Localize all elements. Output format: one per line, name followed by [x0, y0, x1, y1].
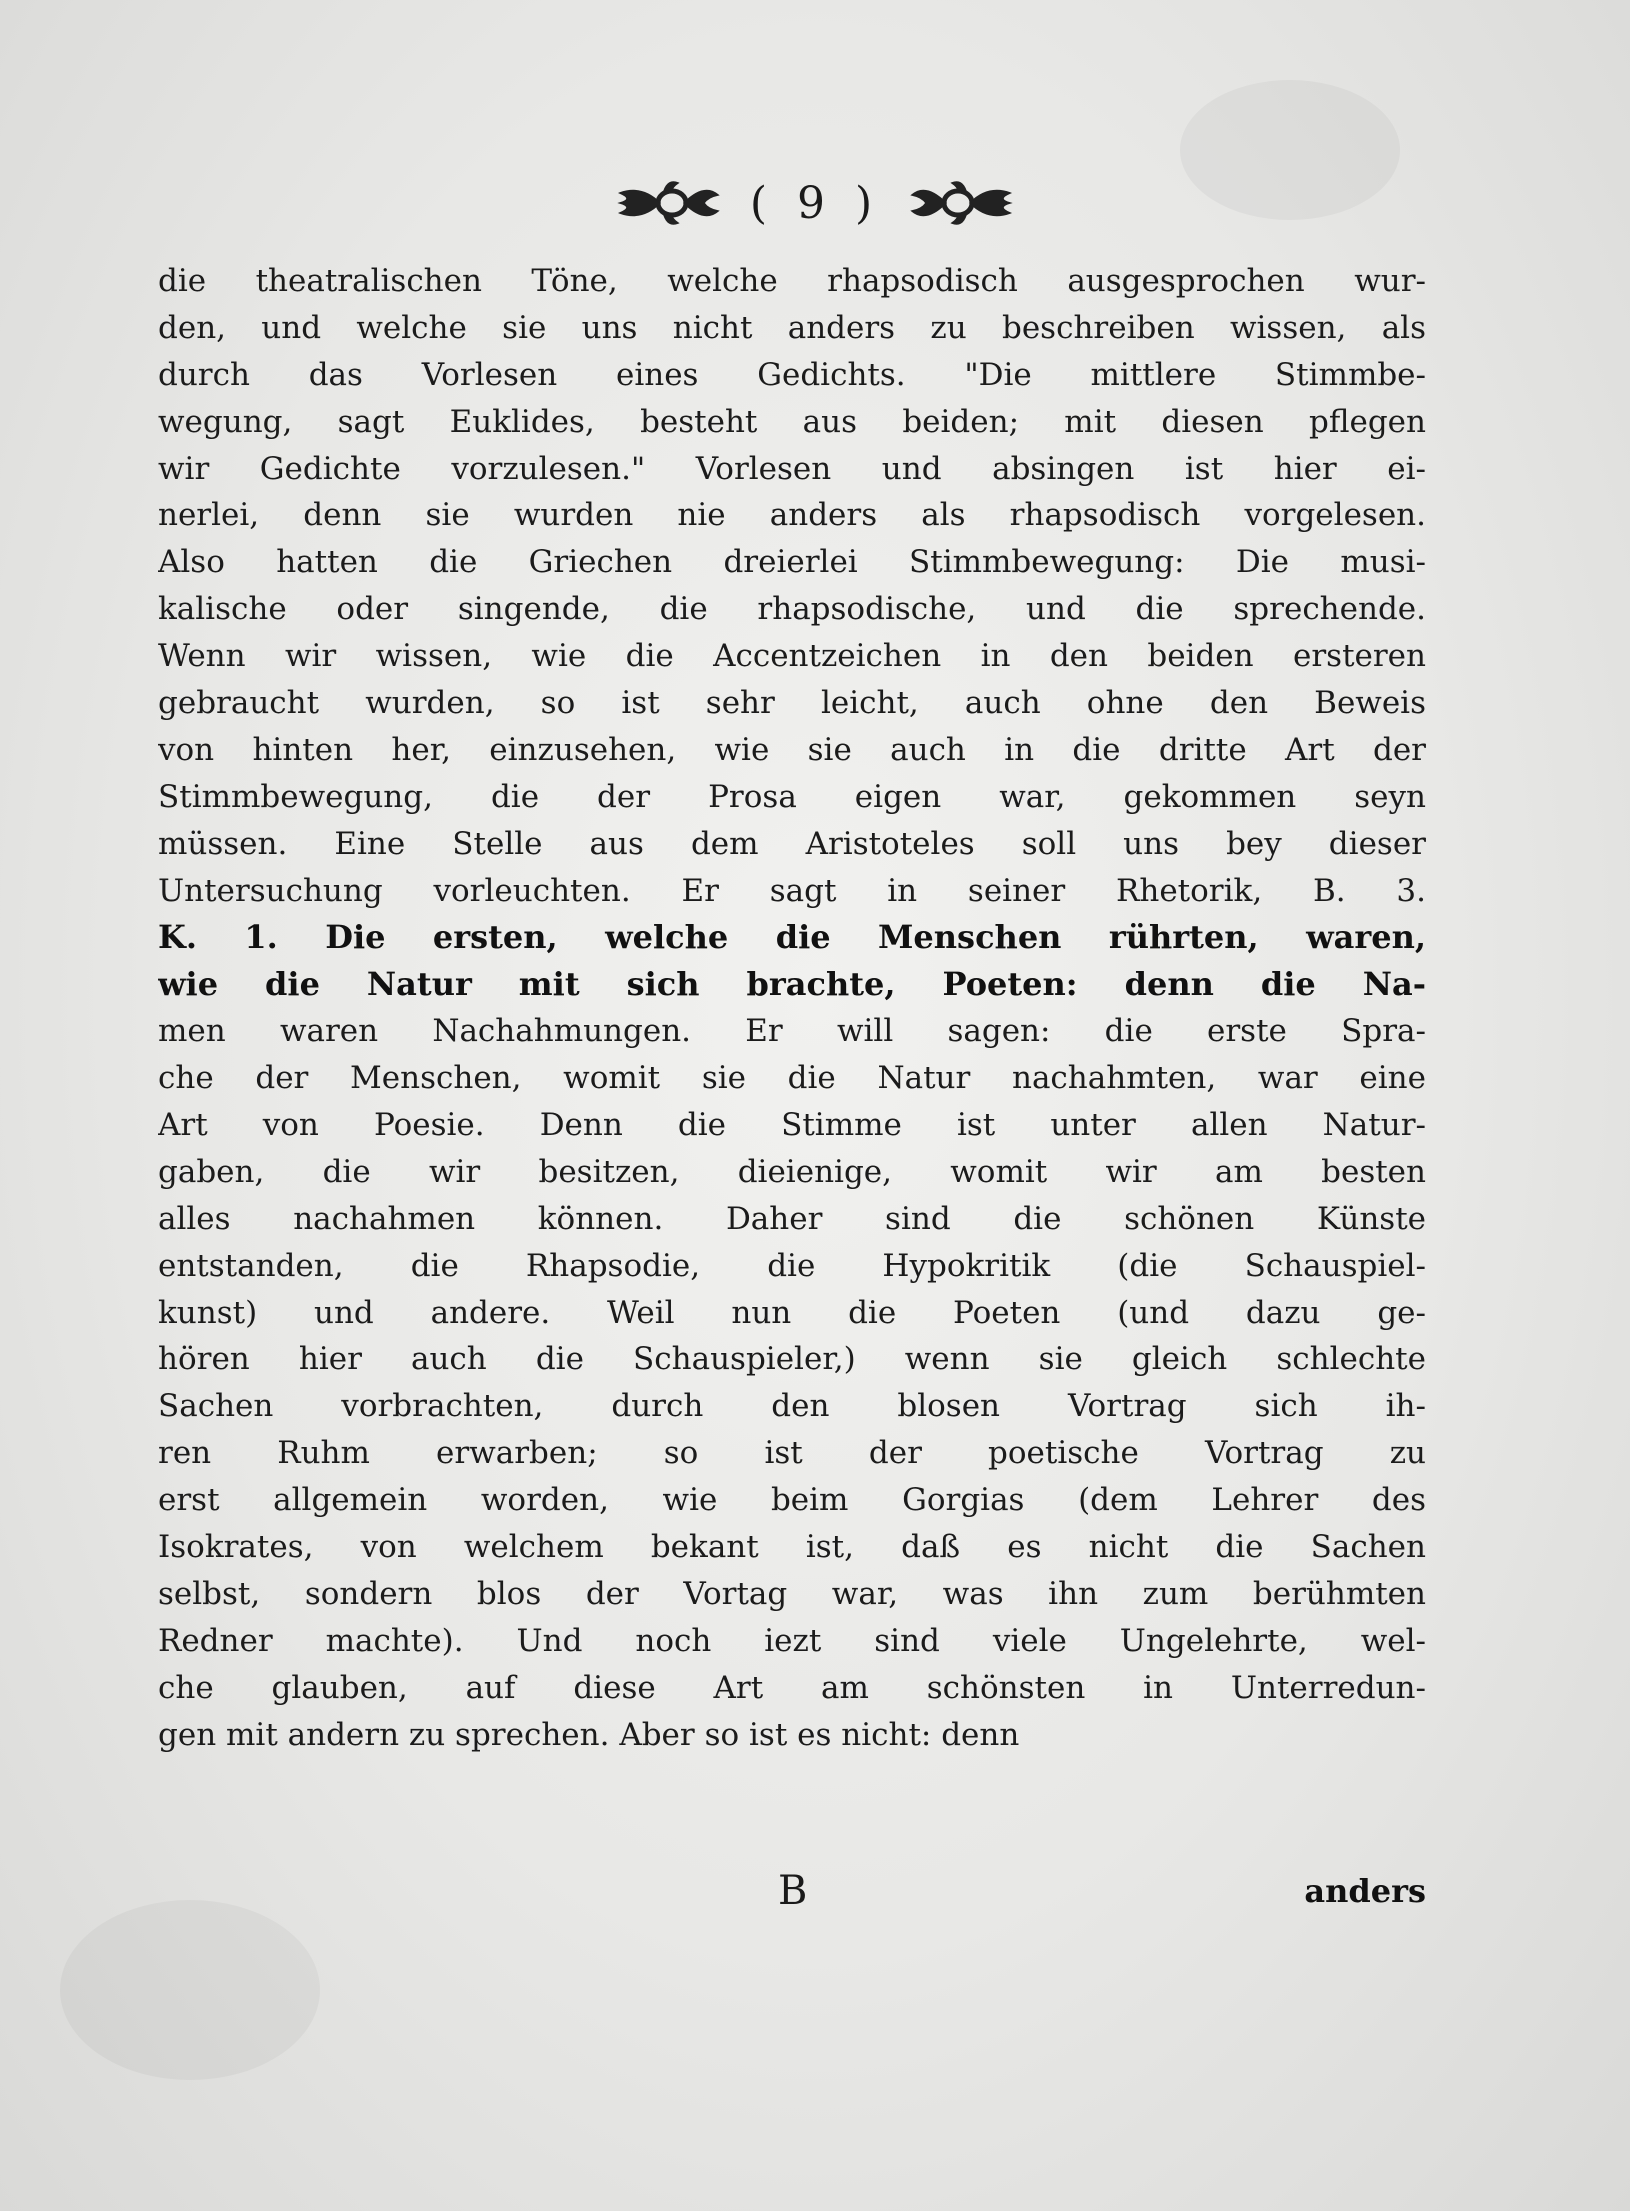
text-line: entstanden, die Rhapsodie, die Hypokritik (die Schauspiel- — [158, 1247, 1426, 1284]
text-line: Isokrates, von welchem bekant ist, daß es nicht die Sachen — [158, 1529, 1426, 1566]
text-line: gen mit andern zu sprechen. Aber so ist es nicht: denn — [158, 1716, 1020, 1753]
page-header — [0, 168, 1630, 238]
catchword: anders — [1304, 1872, 1426, 1910]
text-line: Also hatten die Griechen dreierlei Stimmbewegung: Die musi- — [158, 544, 1426, 581]
text-line: che der Menschen, womit sie die Natur nachahmten, war eine — [158, 1060, 1426, 1097]
page-footer — [158, 1868, 1426, 1918]
text-line: Redner machte). Und noch iezt sind viele Ungelehrte, wel- — [158, 1622, 1426, 1659]
text-line: Art von Poesie. Denn die Stimme ist unter allen Natur- — [158, 1107, 1426, 1144]
text-line: K. 1. Die ersten, welche die Menschen rührten, waren, — [158, 918, 1426, 957]
text-line: nerlei, denn sie wurden nie anders als rhapsodisch vorgelesen. — [158, 497, 1426, 534]
text-line: kunst) und andere. Weil nun die Poeten (und dazu ge- — [158, 1294, 1426, 1331]
text-line: müssen. Eine Stelle aus dem Aristoteles soll uns bey dieser — [158, 825, 1426, 862]
text-line: Stimmbewegung, die der Prosa eigen war, gekommen seyn — [158, 778, 1426, 815]
text-line: men waren Nachahmungen. Er will sagen: die erste Spra- — [158, 1013, 1426, 1050]
text-line: wie die Natur mit sich brachte, Poeten: denn die Na- — [158, 965, 1426, 1004]
text-line: gaben, die wir besitzen, dieienige, womit wir am besten — [158, 1153, 1426, 1190]
right-ornament-icon — [908, 175, 1018, 231]
body-text — [158, 258, 1426, 1868]
paper-stain — [60, 1900, 320, 2080]
text-line: wegung, sagt Euklides, besteht aus beiden; mit diesen pflegen — [158, 403, 1426, 440]
text-line: alles nachahmen können. Daher sind die schönen Künste — [158, 1200, 1426, 1237]
text-line: die theatralischen Töne, welche rhapsodisch ausgesprochen wur- — [158, 263, 1426, 299]
text-line: Untersuchung vorleuchten. Er sagt in seiner Rhetorik, B. 3. — [158, 872, 1426, 909]
text-line: von hinten her, einzusehen, wie sie auch in die dritte Art der — [158, 731, 1426, 768]
text-line: che glauben, auf diese Art am schönsten in Unterredun- — [158, 1669, 1426, 1706]
signature-mark: B — [778, 1868, 808, 1914]
text-line: den, und welche sie uns nicht anders zu beschreiben wissen, als — [158, 309, 1426, 346]
page-number: ( 9 ) — [749, 177, 881, 229]
text-line: selbst, sondern blos der Vortag war, was ihn zum berühmten — [158, 1575, 1426, 1612]
text-line: Wenn wir wissen, wie die Accentzeichen in den beiden ersteren — [158, 638, 1426, 675]
text-line: gebraucht wurden, so ist sehr leicht, auch ohne den Beweis — [158, 685, 1426, 722]
text-line: Sachen vorbrachten, durch den blosen Vortrag sich ih- — [158, 1388, 1426, 1425]
text-line: kalische oder singende, die rhapsodische, und die sprechende. — [158, 591, 1426, 628]
text-line: wir Gedichte vorzulesen." Vorlesen und absingen ist hier ei- — [158, 450, 1426, 487]
text-line: durch das Vorlesen eines Gedichts. "Die mittlere Stimmbe- — [158, 356, 1426, 393]
left-ornament-icon — [612, 175, 722, 231]
text-line: ren Ruhm erwarben; so ist der poetische Vortrag zu — [158, 1435, 1426, 1472]
text-line: erst allgemein worden, wie beim Gorgias (dem Lehrer des — [158, 1482, 1426, 1519]
text-line: hören hier auch die Schauspieler,) wenn sie gleich schlechte — [158, 1341, 1426, 1378]
